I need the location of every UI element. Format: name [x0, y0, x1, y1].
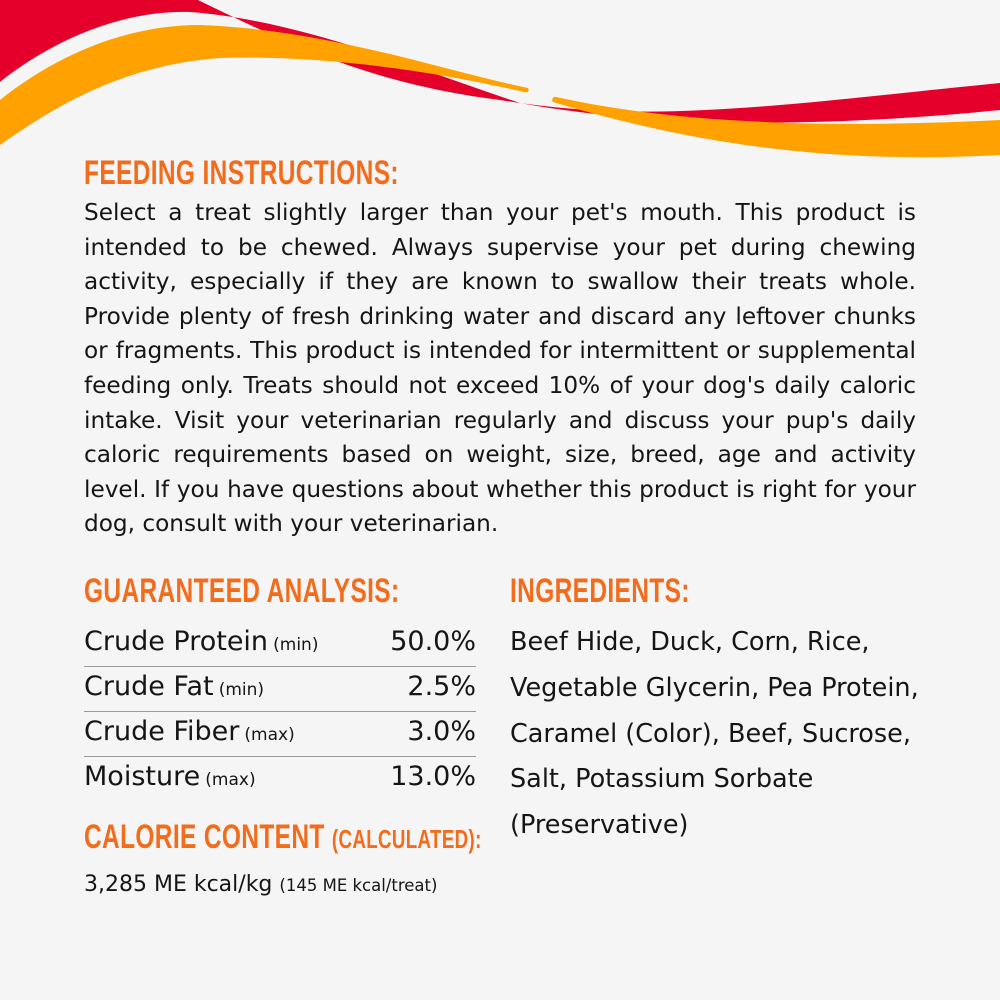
nutrient-value: 3.0% [407, 716, 476, 747]
nutrient-qualifier: (min) [218, 680, 265, 700]
guaranteed-analysis-table [84, 622, 476, 802]
analysis-row [84, 667, 476, 712]
ingredients-text: Beef Hide, Duck, Corn, Rice, Vegetable Glycerin, Pea Protein, Caramel (Color), Beef, Sucrose, Salt, Potassium Sorbate (Preservative) [510, 627, 919, 841]
feeding-instructions-text: Select a treat slightly larger than your pet's mouth. This product is intended to be chewed. Always supervise your pet during chewing activity, especially if they are known to swallow their treats whole. Provide plenty of fresh drinking water and discard any leftover chunks or fragments. This product is intended for intermittent or supplemental feeding only. Treats should not exceed 10% of your dog's daily caloric intake. Visit your veterinarian regularly and discuss your pup's daily caloric requirements based on weight, size, breed, age and activity level. If you have questions about whether this product is right for your dog, consult with your veterinarian. [84, 199, 916, 538]
calorie-per-kg: 3,285 ME kcal/kg [84, 872, 273, 897]
nutrient-name: Moisture [84, 761, 201, 792]
nutrient-name: Crude Fat [84, 671, 214, 702]
calorie-heading-sub: (CALCULATED): [331, 824, 482, 854]
nutrient-qualifier: (min) [273, 635, 319, 655]
nutrient-value: 13.0% [390, 761, 476, 792]
calorie-heading-main: CALORIE CONTENT [84, 818, 325, 856]
nutrient-name: Crude Fiber [84, 716, 240, 747]
calorie-per-treat: (145 ME kcal/treat) [279, 876, 438, 895]
nutrient-value: 2.5% [407, 671, 476, 702]
ingredients-heading: INGREDIENTS: [510, 572, 690, 610]
analysis-row [84, 622, 476, 667]
nutrient-qualifier: (max) [244, 725, 295, 745]
nutrient-value: 50.0% [390, 626, 476, 657]
guaranteed-analysis-heading: GUARANTEED ANALYSIS: [84, 572, 400, 610]
calorie-content-heading [84, 818, 482, 857]
feeding-instructions-heading: FEEDING INSTRUCTIONS: [84, 154, 399, 192]
nutrient-qualifier: (max) [205, 770, 256, 790]
nutrient-name: Crude Protein [84, 626, 269, 657]
analysis-row [84, 757, 476, 802]
analysis-row [84, 712, 476, 757]
calorie-content-value [84, 872, 437, 897]
